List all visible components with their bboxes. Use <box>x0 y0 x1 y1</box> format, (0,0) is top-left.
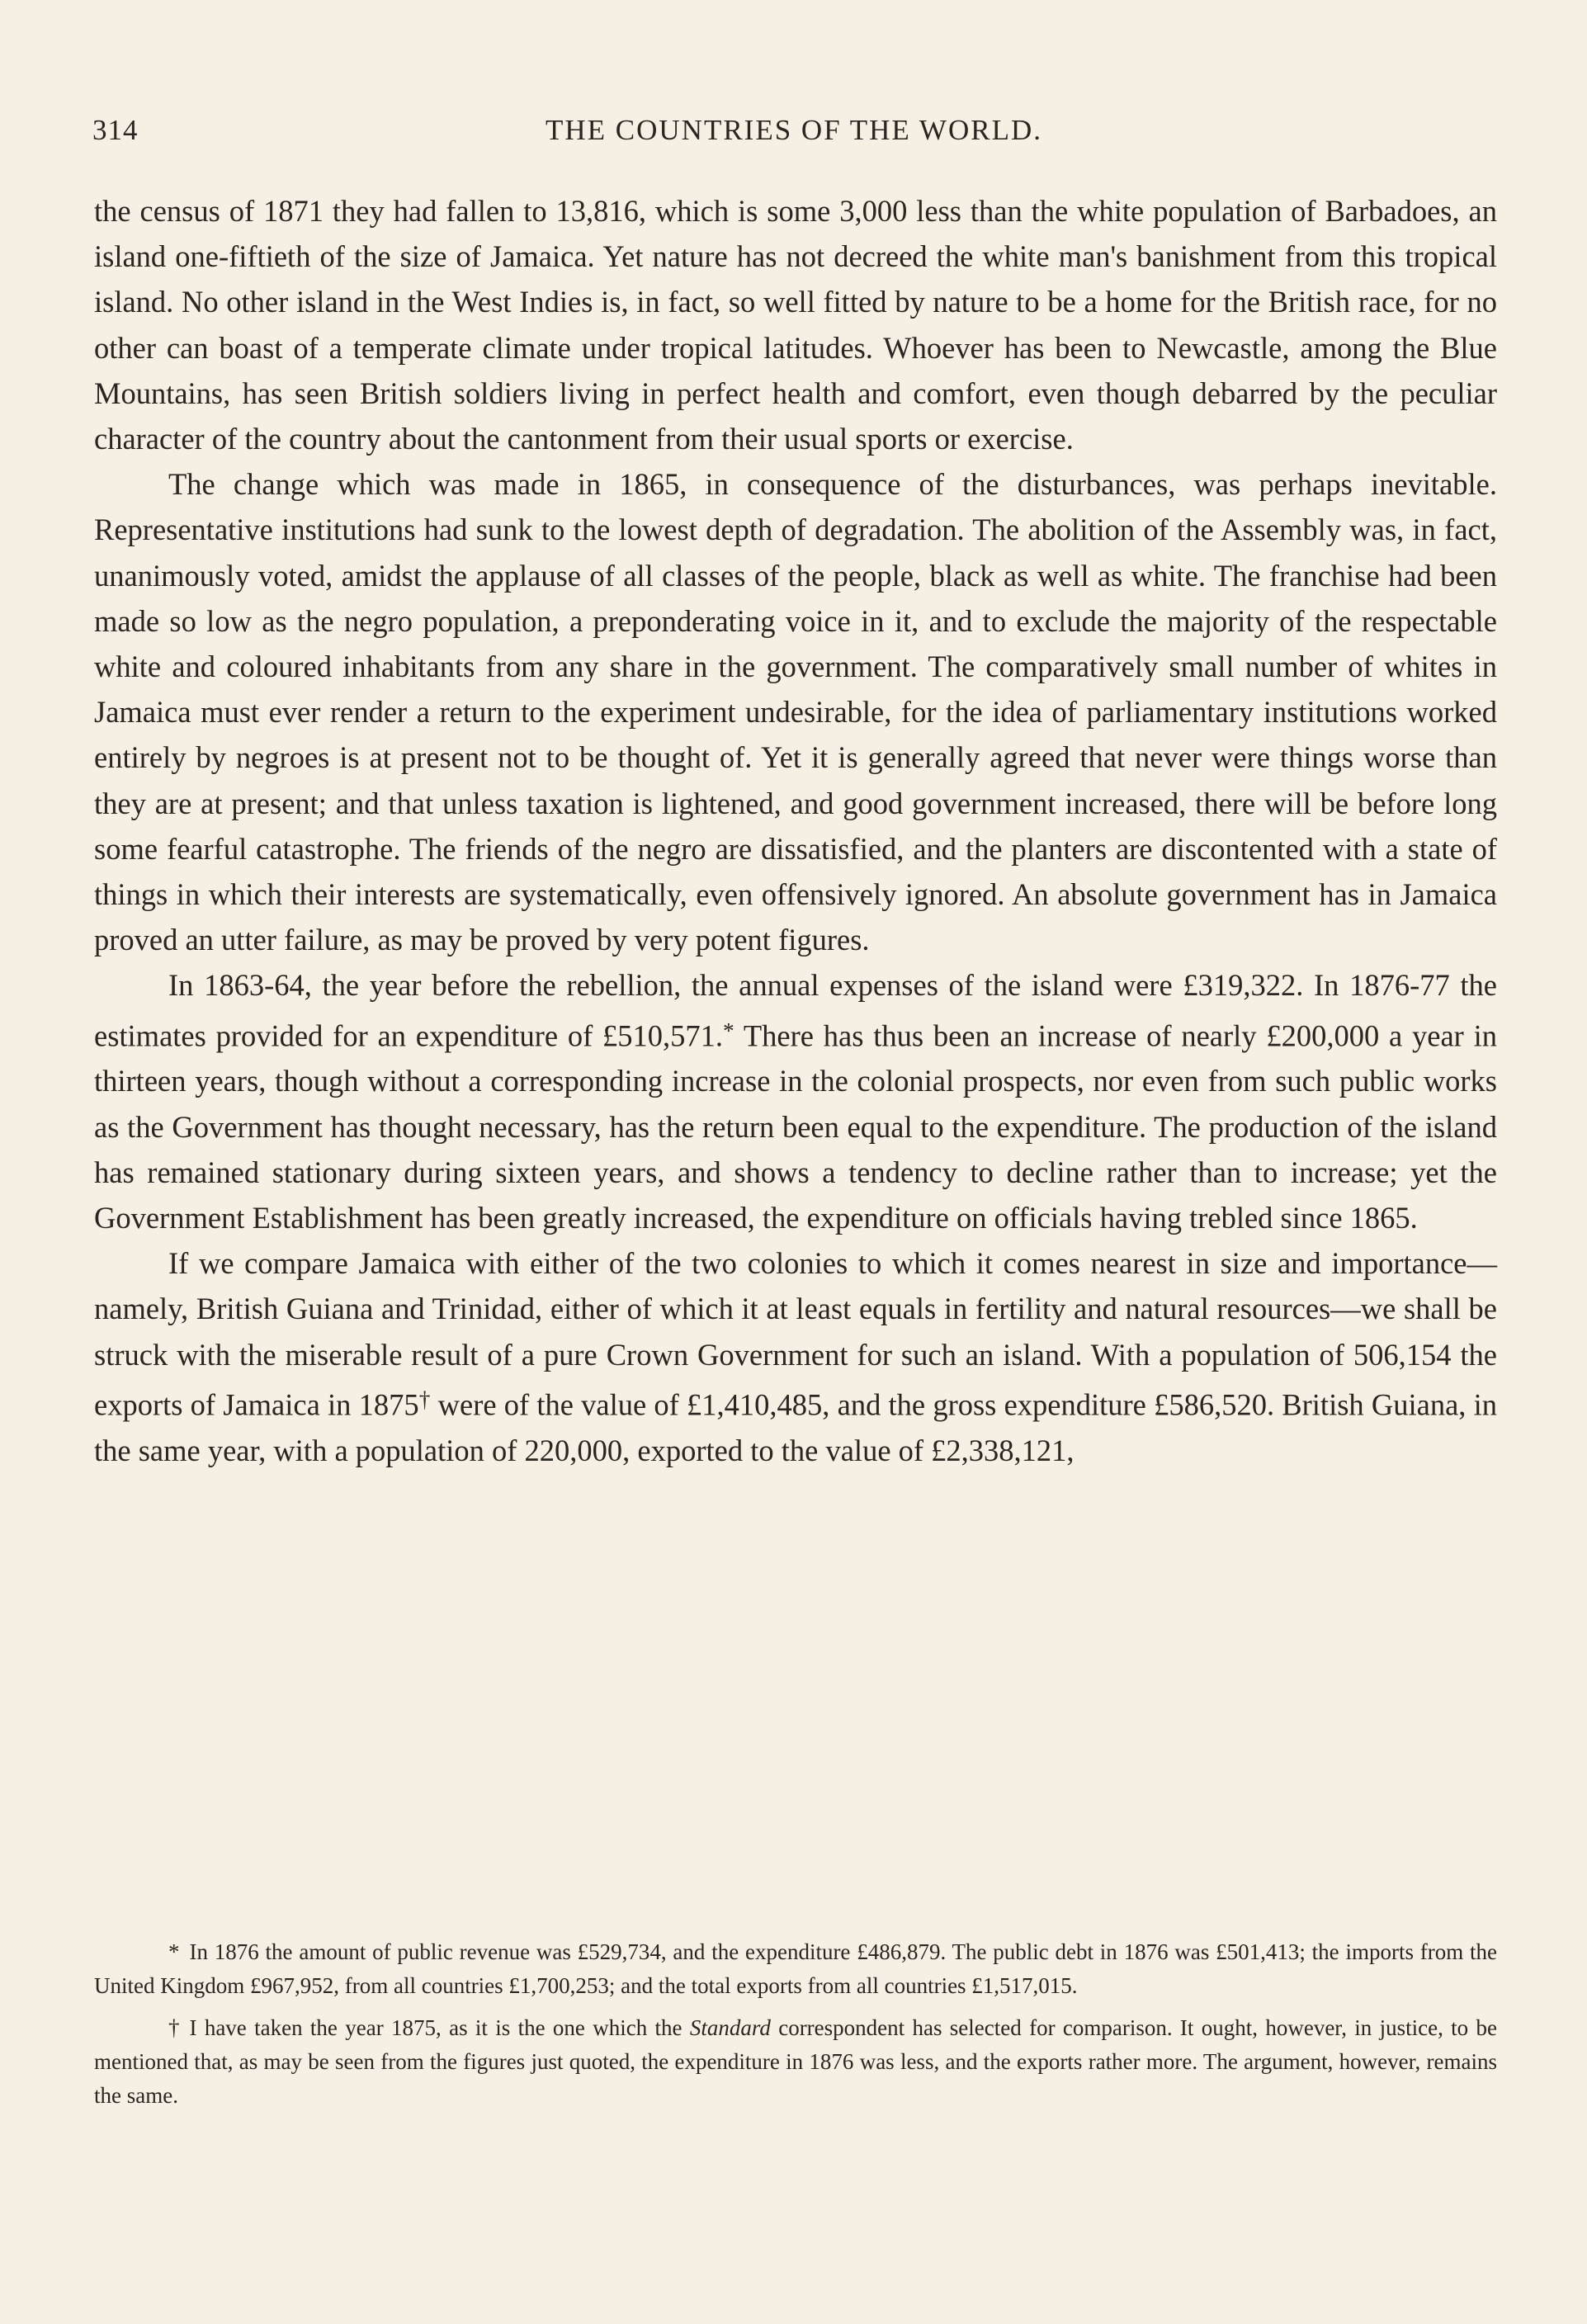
footnotes <box>94 1935 1497 2121</box>
page-number: 314 <box>92 114 139 146</box>
footnote-2-italic-standard: Standard <box>689 2015 771 2040</box>
running-head <box>92 114 1495 155</box>
paragraph-comparison-part-b: were of the value of £1,410,485, and the gross expenditure £586,520. British Guiana, in the same year, with a population of 220,000, exported to the value of £2,338,121, <box>94 1387 1497 1467</box>
paragraph-expenses-part-b: There has thus been an increase of nearly £200,000 a year in thirteen years, though without a corresponding increase in the colonial prospects, nor even from such public works as the Government has thought necessary, has the return been equal to the expenditure. The production of the island has remained stationary during sixteen years, and shows a tendency to decline rather than to increase; yet the Government Establishment has been greatly increased, the expenditure on officials having trebled since 1865. <box>94 1018 1497 1235</box>
paragraph-comparison <box>94 1240 1497 1473</box>
paragraph-continuation: the census of 1871 they had fallen to 13,816, which is some 3,000 less than the white population of Barbadoes, an island one-fiftieth of the size of Jamaica. Yet nature has not decreed the white man's banishment from this tropical island. No other island in the West Indies is, in fact, so well fitted by nature to be a home for the British race, for no other can boast of a temperate climate under tropical latitudes. Whoever has been to Newcastle, among the Blue Mountains, has seen British soldiers living in perfect health and comfort, even though debarred by the peculiar character of the country about the cantonment from their usual sports or exercise. <box>94 194 1497 456</box>
body-text <box>94 188 1497 1473</box>
paragraph-expenses-part-a: In 1863-64, the year before the rebellion, the annual expenses of the island were £319,322. In 1876-77 the estimates provided for an expenditure of £510,571. <box>94 968 1497 1053</box>
paragraph-comparison-part-a: If we compare Jamaica with either of the two colonies to which it comes nearest in size and importance—namely, British Guiana and Trinidad, either of which it at least equals in fertility and natural resources—we shall be struck with the miserable result of a pure Crown Government for such an island. With a population of 506,154 the exports of Jamaica in 1875 <box>94 1246 1497 1422</box>
paragraph-change-1865: The change which was made in 1865, in consequence of the disturbances, was perhaps inevitable. Representative institutions had sunk to the lowest depth of degradation. The abolition of the Assembly was, in fact, unanimously voted, amidst the applause of all classes of the people, black as well as white. The franchise had been made so low as the negro population, a preponderating voice in it, and to exclude the majority of the respectable white and coloured inhabitants from any share in the government. The comparatively small number of whites in Jamaica must ever render a return to the experiment undesirable, for the idea of parliamentary institutions worked entirely by negroes is at present not to be thought of. Yet it is generally agreed that never were things worse than they are at present; and that unless taxation is lightened, and good government increased, there will be before long some fearful catastrophe. The friends of the negro are dissatisfied, and the planters are discontented with a state of things in which their interests are systematically, even offensively ignored. An absolute government has in Jamaica proved an utter failure, as may be proved by very potent figures. <box>94 467 1497 957</box>
footnote-reference-dagger: † <box>418 1386 431 1412</box>
paragraph-expenses <box>94 962 1497 1240</box>
footnote-2-text-a: I have taken the year 1875, as it is the one which the <box>189 2015 690 2040</box>
footnote-2 <box>94 2011 1497 2113</box>
footnote-2-mark: † <box>168 2015 180 2040</box>
footnote-1-text: In 1876 the amount of public revenue was £529,734, and the expenditure £486,879. The public debt in 1876 was £501,413; the imports from the United Kingdom £967,952, from all countries £1,700,253; and the total exports from all countries £1,517,015. <box>94 1939 1497 1998</box>
footnote-2-text-b: correspondent has selected for comparison. It ought, however, in justice, to be mentioned that, as may be seen from the figures just quoted, the expenditure in 1876 was less, and the exports rather more. The argument, however, remains the same. <box>94 2015 1497 2108</box>
running-title: THE COUNTRIES OF THE WORLD. <box>545 114 1042 146</box>
footnote-1 <box>94 1935 1497 2003</box>
footnote-1-mark: * <box>168 1939 180 1964</box>
footnote-reference-asterisk: * <box>723 1018 734 1043</box>
